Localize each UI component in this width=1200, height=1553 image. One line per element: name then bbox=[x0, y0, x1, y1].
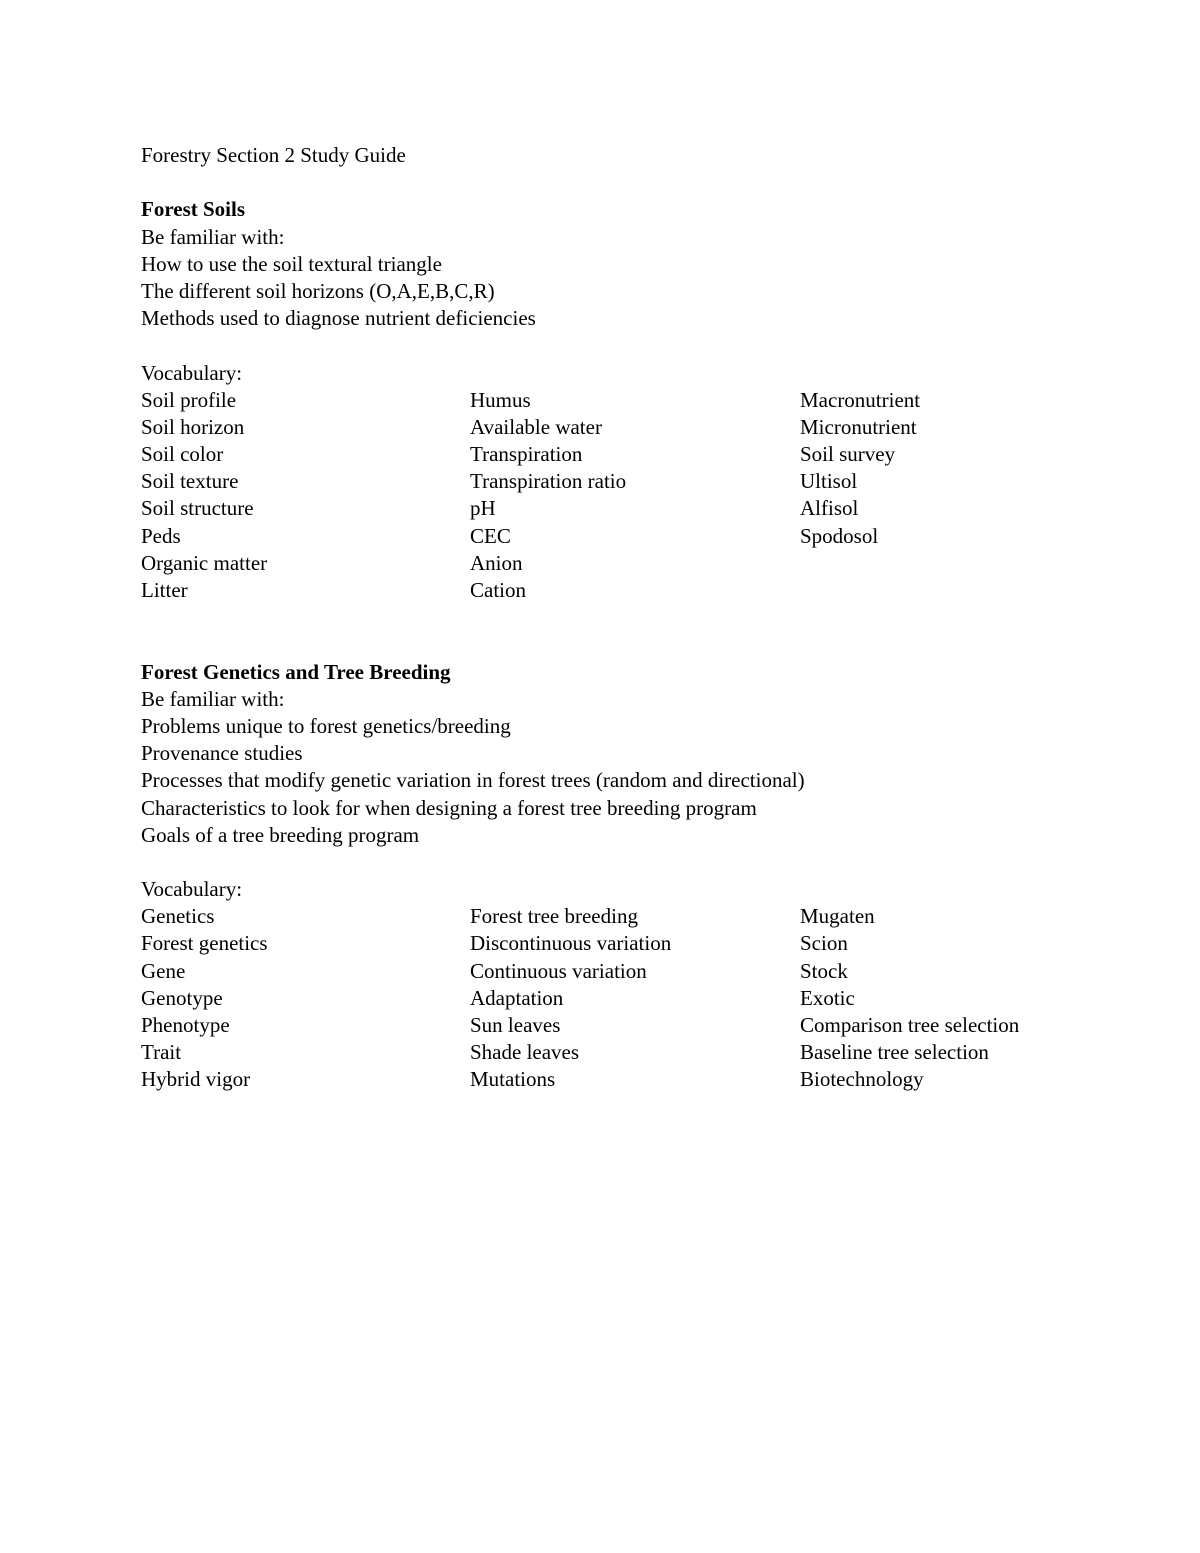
topic-item: The different soil horizons (O,A,E,B,C,R) bbox=[141, 278, 495, 303]
vocab-term: Spodosol bbox=[800, 523, 879, 548]
vocab-term: Soil survey bbox=[800, 442, 896, 467]
vocab-term: Micronutrient bbox=[800, 414, 917, 439]
document-title: Forestry Section 2 Study Guide bbox=[141, 143, 406, 167]
section-forest-genetics bbox=[141, 659, 1101, 1094]
vocabulary-row bbox=[141, 387, 1101, 414]
topic-item: Provenance studies bbox=[141, 741, 303, 766]
vocab-term: Hybrid vigor bbox=[141, 1067, 251, 1092]
vocabulary-row bbox=[141, 495, 1101, 522]
vocab-term: Transpiration ratio bbox=[470, 469, 627, 494]
vocab-term: Soil structure bbox=[141, 496, 254, 521]
spacer bbox=[141, 169, 1101, 196]
vocabulary-row bbox=[141, 903, 1101, 930]
vocabulary-row bbox=[141, 985, 1101, 1012]
vocab-term: Soil texture bbox=[141, 469, 239, 494]
vocab-term bbox=[800, 577, 1100, 604]
vocab-term: Phenotype bbox=[141, 1013, 230, 1038]
vocab-term: Transpiration bbox=[470, 442, 583, 467]
vocab-term: CEC bbox=[470, 523, 511, 548]
vocabulary-row bbox=[141, 1012, 1101, 1039]
vocabulary-row bbox=[141, 1039, 1101, 1066]
vocab-term: Comparison tree selection bbox=[800, 1013, 1020, 1038]
vocab-term: Available water bbox=[470, 414, 602, 439]
spacer bbox=[141, 849, 1101, 876]
topic-item: Characteristics to look for when designing a forest tree breeding program bbox=[141, 795, 757, 820]
vocab-term: Macronutrient bbox=[800, 387, 921, 412]
section-heading: Forest Genetics and Tree Breeding bbox=[141, 659, 451, 684]
section-heading: Forest Soils bbox=[141, 197, 246, 222]
vocab-term: Anion bbox=[470, 550, 523, 575]
vocabulary-row bbox=[141, 958, 1101, 985]
vocabulary-label: Vocabulary: bbox=[141, 877, 243, 902]
vocab-term: Stock bbox=[800, 958, 848, 983]
vocab-term: Biotechnology bbox=[800, 1067, 924, 1092]
vocab-term: Alfisol bbox=[800, 496, 859, 521]
vocabulary-row bbox=[141, 930, 1101, 957]
vocab-term: Humus bbox=[470, 387, 531, 412]
vocab-term: Continuous variation bbox=[470, 958, 647, 983]
vocab-term: Genotype bbox=[141, 985, 223, 1010]
vocabulary-row bbox=[141, 441, 1101, 468]
vocabulary-row bbox=[141, 468, 1101, 495]
section-forest-soils bbox=[141, 196, 1101, 604]
vocab-term: Soil profile bbox=[141, 387, 237, 412]
vocab-term: Discontinuous variation bbox=[470, 931, 672, 956]
document-page bbox=[141, 142, 1101, 1094]
vocab-term: Gene bbox=[141, 958, 186, 983]
vocab-term: Soil horizon bbox=[141, 414, 245, 439]
vocab-term: Peds bbox=[141, 523, 181, 548]
vocab-term bbox=[800, 550, 1100, 577]
spacer bbox=[141, 332, 1101, 359]
vocabulary-label: Vocabulary: bbox=[141, 360, 243, 385]
vocabulary-row bbox=[141, 414, 1101, 441]
vocab-term: Mugaten bbox=[800, 904, 875, 929]
vocab-term: Genetics bbox=[141, 904, 215, 929]
vocab-term: Soil color bbox=[141, 442, 224, 467]
vocabulary-table bbox=[141, 903, 1101, 1093]
vocab-term: Cation bbox=[470, 578, 526, 602]
vocab-term: Adaptation bbox=[470, 985, 564, 1010]
vocab-term: pH bbox=[470, 496, 496, 521]
topic-item: Methods used to diagnose nutrient deficiencies bbox=[141, 306, 536, 331]
topic-item: How to use the soil textural triangle bbox=[141, 251, 442, 276]
vocab-term: Mutations bbox=[470, 1067, 556, 1092]
vocab-term: Scion bbox=[800, 931, 848, 956]
spacer bbox=[141, 604, 1101, 658]
vocab-term: Shade leaves bbox=[470, 1040, 580, 1065]
vocab-term: Trait bbox=[141, 1040, 182, 1065]
vocab-term: Organic matter bbox=[141, 550, 268, 575]
vocabulary-table bbox=[141, 387, 1101, 605]
vocabulary-row bbox=[141, 577, 1101, 604]
vocabulary-row bbox=[141, 550, 1101, 577]
vocab-term: Baseline tree selection bbox=[800, 1040, 989, 1065]
section-intro: Be familiar with: bbox=[141, 686, 285, 711]
section-intro: Be familiar with: bbox=[141, 224, 285, 249]
vocab-term: Litter bbox=[141, 578, 188, 602]
vocab-term: Sun leaves bbox=[470, 1013, 561, 1038]
vocabulary-row bbox=[141, 1066, 1101, 1093]
vocabulary-row bbox=[141, 523, 1101, 550]
topic-item: Processes that modify genetic variation in forest trees (random and directional) bbox=[141, 768, 805, 793]
vocab-term: Forest genetics bbox=[141, 931, 268, 956]
vocab-term: Forest tree breeding bbox=[470, 904, 638, 929]
vocab-term: Exotic bbox=[800, 985, 855, 1010]
topic-item: Problems unique to forest genetics/breeding bbox=[141, 713, 511, 738]
topic-item: Goals of a tree breeding program bbox=[141, 822, 420, 847]
vocab-term: Ultisol bbox=[800, 469, 858, 494]
